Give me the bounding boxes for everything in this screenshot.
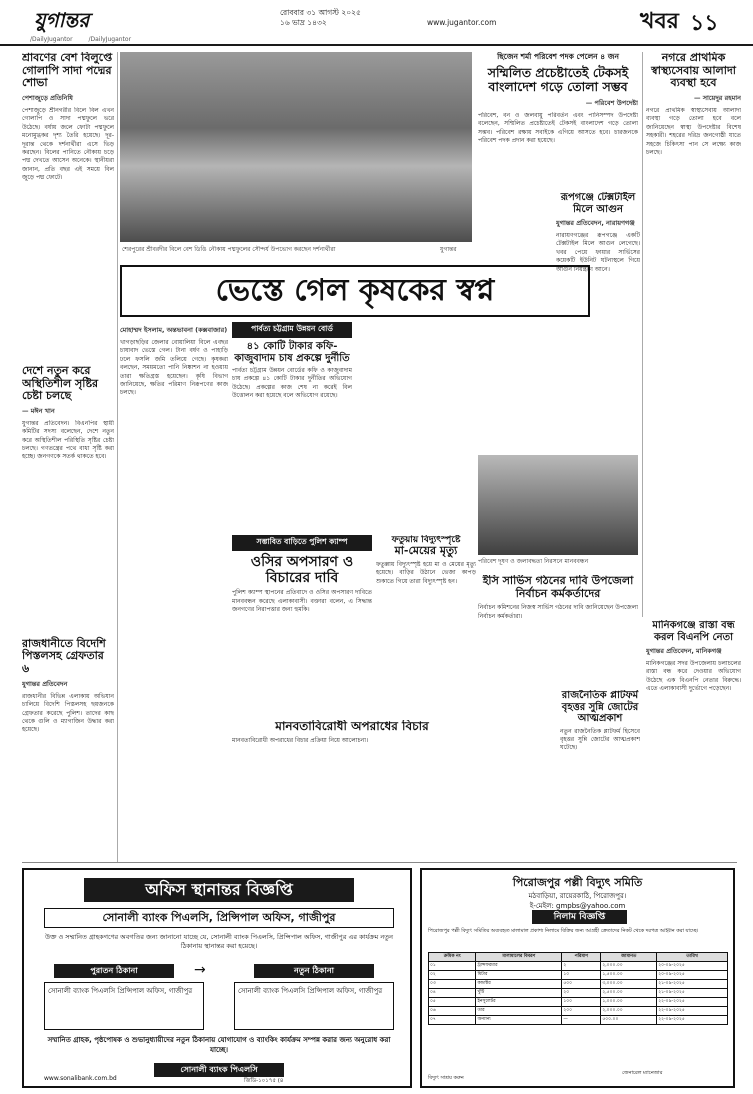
table-cell: ১০ — [562, 971, 601, 980]
table-cell: ২২-০৯-২০২৫ — [657, 1016, 728, 1025]
lead-article — [120, 322, 228, 527]
page-number: ১১ — [690, 10, 719, 36]
headline-environment: সম্মিলিত প্রচেষ্টাতেই টেকসই বাংলাদেশ গড়ে তোলা সম্ভব — [487, 65, 629, 95]
article-hr: মানবতাবিরোধী অপরাধের বিচার প্রক্রিয়া নিয়ে আলোচনা। — [232, 736, 369, 744]
electrocution-story — [376, 535, 476, 695]
lead-photo-credit: যুগান্তর — [440, 246, 457, 253]
new-address: সোনালী ব্যাংক পিএলসি প্রিন্সিপাল অফিস, গাজীপুর — [234, 982, 394, 1030]
tender-org: পিরোজপুর পল্লী বিদ্যুৎ সমিতি — [512, 876, 643, 889]
headline-lotus: শ্রাবণের বেশ বিলুপ্তে গোলাপি সাদা পদ্মের শোভা — [22, 52, 113, 90]
table-cell: ০৩ — [429, 980, 476, 989]
tender-intro: পিরোজপুর পল্লী বিদ্যুৎ সমিতির অব্যবহৃত মালামাল প্রকাশ্য নিলামে বিক্রির জন্য আগ্রহী ক্রেতাদের নিকট থেকে দরপত্র আহ্বান করা যাচ্ছে। — [428, 928, 699, 934]
table-row — [429, 989, 728, 998]
table-header: মালামালের বিবরণ — [476, 953, 562, 962]
article-platform: নতুন রাজনৈতিক প্লাটফর্ম হিসেবে বৃহত্তর সুন্নি জোটের আত্মপ্রকাশ ঘটেছে। — [560, 727, 640, 752]
headline-hr: মানবতাবিরোধী অপরাধের বিচার — [275, 720, 429, 733]
article-health: নগরে প্রাথমিক স্বাস্থ্যসেবায় আলাদা ব্যবস্থা গড়ে তোলা হবে বলে জানিয়েছেন স্বাস্থ্য উপদেষ্টার বিশেষ সহকারী। শহরের দরিদ্র জনগোষ্ঠী যাতে সহজে চিকিৎসা পান সে লক্ষ্যে কাজ চলছে। — [646, 106, 741, 156]
table-cell: ট্রান্সফরমার — [476, 962, 562, 971]
ad-code: জিডি-১০১৭৫ (৪ — [244, 1078, 284, 1084]
table-header: ক্রমিক নং — [429, 953, 476, 962]
table-cell: ১,৫০০.০০ — [601, 971, 657, 980]
ad-website[interactable]: www.sonalibank.com.bd — [44, 1075, 117, 1082]
table-cell: ২,০০০.০০ — [601, 1007, 657, 1016]
headline-fire: রূপগঞ্জে টেক্সটাইল মিলে আগুন — [560, 192, 636, 215]
ad-notice: সম্মানিত গ্রাহক, পৃষ্ঠপোষক ও শুভানুধ্যায়ীদের নতুন ঠিকানায় যোগাযোগ ও ব্যাংকিং কার্যক্রম সম্পন্ন করার জন্য অনুরোধ করা যাচ্ছে। — [47, 1036, 391, 1054]
ad-footer-bank: সোনালী ব্যাংক পিএলসি — [154, 1063, 284, 1077]
byline-environment: — পরিবেশ উপদেষ্টা — [585, 98, 638, 107]
facebook-handle[interactable]: /DailyJugantor — [30, 36, 73, 43]
date-block — [280, 8, 361, 28]
table-row — [429, 1007, 728, 1016]
old-address: সোনালী ব্যাংক পিএলসি প্রিন্সিপাল অফিস, গাজীপুর — [44, 982, 204, 1030]
x-handle[interactable]: /DailyJugantor — [88, 36, 132, 43]
table-cell: ২০-০৯-২০২৫ — [657, 971, 728, 980]
table-cell: — — [562, 1016, 601, 1025]
date-line-1: রোববার ৩১ আগস্ট ২০২৫ — [280, 8, 361, 17]
article-instability: যুগান্তর প্রতিবেদন। বিএনপির স্থায়ী কমিটির সদস্য বলেছেন, দেশে নতুন করে অস্থিতিশীল পরিস্থিতি সৃষ্টির চেষ্টা চলছে। গণতন্ত্রের পথে বাধা সৃষ্টি করা হচ্ছে। জনগণকে সতর্ক থাকতে হবে। — [22, 419, 114, 461]
ad-separator — [22, 862, 737, 863]
headline-manikganj: মানিকগঞ্জে রাস্তা বন্ধ করল বিএনপি নেতা — [652, 620, 735, 643]
table-header: পরিমাণ — [562, 953, 601, 962]
table-row — [429, 971, 728, 980]
tender-signature: জেনারেল ম্যানেজার — [622, 1070, 663, 1076]
article-police: পুলিশ ক্যাম্প স্থাপনের প্রতিবাদে ও ওসির অপসারণ দাবিতে মানববন্ধন করেছে এলাকাবাসী। বক্তারা বলেন, এ সিদ্ধান্ত জনগণের নিরাপত্তার জন্য হুমকি। — [232, 589, 372, 613]
table-row — [429, 962, 728, 971]
old-address-label: পুরাতন ঠিকানা — [54, 964, 174, 978]
tender-email: ই-মেইল: gmpbs@yahoo.com — [529, 902, 626, 910]
lead-photo-lotus-boat — [120, 52, 472, 242]
headline-electrocution: মা-মেয়ের মৃত্যু — [394, 544, 458, 558]
lead-photo-caption: শেরপুরের শ্রীবরদীর বিলে বেশ ডিঙি নৌকায় পদ্মফুলের সৌন্দর্য উপভোগ করছেন দর্শনার্থীরা — [122, 246, 336, 253]
platform-story — [560, 690, 640, 860]
rally-caption: পরিবেশ দূষণ ও জলাবদ্ধতা নিরসনে মানববন্ধন — [478, 558, 589, 565]
table-cell: ২২-০৯-২০২৫ — [657, 1007, 728, 1016]
newspaper-logo: যুগান্তর — [34, 8, 90, 32]
table-cell: ০২ — [429, 971, 476, 980]
table-cell: অন্যান্য — [476, 1016, 562, 1025]
table-cell: কন্ডাক্টর — [476, 980, 562, 989]
environment-top-line: ছিজেন শর্মা পরিবেশ পদক পেলেন ৪ জন — [497, 52, 619, 61]
rally-photo — [478, 455, 638, 555]
table-cell: ১,০০০.০০ — [601, 998, 657, 1007]
article-hill: পার্বত্য চট্টগ্রাম উন্নয়ন বোর্ডের কফি ও কাজুবাদাম চাষ প্রকল্পে ৪১ কোটি টাকার দুর্নীতির অভিযোগ উঠেছে। প্রকল্পের কাজ শেষ না করেই বিল উত্তোলন করা হয়েছে বলে অভিযোগ রয়েছে। — [232, 367, 352, 400]
table-cell: ২,০০০.০০ — [601, 962, 657, 971]
table-cell: ২০ — [562, 989, 601, 998]
auction-notice-ad — [420, 868, 735, 1088]
lead-headline: ভেস্তে গেল কৃষকের স্বপ্ন — [215, 272, 495, 308]
left-column — [22, 52, 114, 862]
ec-story — [478, 575, 638, 685]
police-story — [232, 535, 372, 635]
article-pistol: রাজধানীর বিভিন্ন এলাকায় অভিযান চালিয়ে বিদেশি পিস্তলসহ ছয়জনকে গ্রেফতার করেছে পুলিশ। তাদের কাছ থেকে গুলি ও ম্যাগাজিন উদ্ধার করা হয়েছে। — [22, 692, 114, 734]
police-kicker: সম্ভাবিত বাড়িতে পুলিশ ক্যাম্প — [232, 535, 372, 551]
headline-platform: রাজনৈতিক প্লাটফর্ম বৃহত্তর সুন্নি জোটের আত্মপ্রকাশ — [561, 690, 639, 724]
tender-slogan: বিদ্যুৎ সাশ্রয় করুন — [428, 1075, 464, 1081]
masthead — [0, 0, 753, 46]
social-handles — [30, 36, 145, 43]
ad-title: অফিস স্থানান্তর বিজ্ঞপ্তি — [84, 878, 354, 902]
headline-instability: দেশে নতুন করে অস্থিতিশীল সৃষ্টির চেষ্টা চলছে — [22, 363, 99, 403]
headline-health: নগরে প্রাথমিক স্বাস্থ্যসেবায় আলাদা ব্যবস্থা হবে — [651, 52, 736, 90]
table-row — [429, 980, 728, 989]
article-manikganj: মানিকগঞ্জের সদর উপজেলায় চলাচলের রাস্তা বন্ধ করে দেওয়ার অভিযোগ উঠেছে এক বিএনপি নেতার বিরুদ্ধে। এতে এলাকাবাসী দুর্ভোগে পড়েছেন। — [646, 660, 741, 693]
byline-lotus: পেশাজুড়ে প্রতিনিধি — [22, 93, 73, 102]
table-row — [429, 998, 728, 1007]
table-cell: মিটার — [476, 971, 562, 980]
table-cell: ২১-০৯-২০২৫ — [657, 989, 728, 998]
site-url[interactable]: www.jugantor.com — [427, 18, 497, 27]
table-cell: ০৬ — [429, 1007, 476, 1016]
table-cell: ০৭ — [429, 1016, 476, 1025]
table-cell: ৫০০ — [562, 980, 601, 989]
table-cell: ০৫ — [429, 998, 476, 1007]
fire-story — [556, 192, 640, 452]
table-cell: ইনসুলেটর — [476, 998, 562, 1007]
table-cell: ২০-০৯-২০২৫ — [657, 962, 728, 971]
table-cell: ২,৫০০.০০ — [601, 989, 657, 998]
article-lotus: পেশাজুড়ে শ্রীনগরীর বিলে বিল এখন গোলাপি ও সাদা পদ্মফুলে ভরে উঠেছে। বর্ষায় জলে ফোটা পদ্মফুলে মনোমুগ্ধকর দৃশ্য তৈরি হয়েছে। দূর-দূরান্ত থেকে দর্শনার্থীরা এসে ভিড় করছেন। বিলের পানিতে নৌকায় চড়ে পদ্ম দেখতে আসেন অনেকে। স্থানীয়রা জানান, প্রতি বছর এই সময়ে বিল জুড়ে পদ্ম ফোটে। — [22, 106, 114, 182]
byline-pistol: যুগান্তর প্রতিবেদন — [22, 679, 68, 688]
table-cell: ৩,০০০.০০ — [601, 980, 657, 989]
office-relocation-ad — [22, 868, 412, 1088]
table-header: জামানত — [601, 953, 657, 962]
ad-bank-name: সোনালী ব্যাংক পিএলসি, প্রিন্সিপাল অফিস, গাজীপুর — [44, 908, 394, 928]
table-row — [429, 1016, 728, 1025]
table-cell: খুঁটি — [476, 989, 562, 998]
byline-fire: যুগান্তর প্রতিবেদন, নারায়ণগঞ্জ — [556, 219, 635, 227]
article-environment: পরিবেশ, বন ও জলবায়ু পরিবর্তন এবং পানিসম্পদ উপদেষ্টা বলেছেন, সম্মিলিত প্রচেষ্টাতেই টেকসই বাংলাদেশ গড়ে তোলা সম্ভব। পরিবেশ রক্ষায় সবাইকে এগিয়ে আসতে হবে। চারজনকে পরিবেশ পদক প্রদান করা হয়েছে। — [478, 111, 638, 144]
arrow-right-icon: → — [194, 962, 206, 978]
headline-ec: ইসি সার্ভিস গঠনের দাবি উপজেলা নির্বাচন কর্মকর্তাদের — [482, 575, 634, 600]
headline-hill: ৪১ কোটি টাকার কফি-কাজুবাদাম চাষ প্রকল্পে দুর্নীতি — [234, 341, 350, 364]
headline-pistol: রাজধানীতে বিদেশি পিস্তলসহ গ্রেফতার ৬ — [22, 636, 106, 676]
date-line-2: ১৬ ভাদ্র ১৪৩২ — [280, 18, 327, 27]
hill-tracts-story — [232, 322, 352, 527]
article-ec: নির্বাচন কমিশনের নিজস্ব সার্ভিস গঠনের দাবি জানিয়েছেন উপজেলা নির্বাচন কর্মকর্তারা। — [478, 604, 638, 620]
table-cell: ১০০ — [562, 998, 601, 1007]
article-electrocution: ফতুল্লায় বিদ্যুৎস্পৃষ্ট হয়ে মা ও মেয়ের মৃত্যু হয়েছে। বাড়ির উঠানে ভেজা কাপড় শুকাতে গিয়ে তারা বিদ্যুৎস্পৃষ্ট হন। — [376, 560, 476, 585]
table-cell: ২০০ — [562, 1007, 601, 1016]
table-cell: ০৪ — [429, 989, 476, 998]
lead-headline-banner — [120, 265, 590, 317]
table-cell: তার — [476, 1007, 562, 1016]
new-address-label: নতুন ঠিকানা — [254, 964, 374, 978]
section-title: খবর — [640, 8, 679, 34]
tender-title: নিলাম বিজ্ঞপ্তি — [532, 910, 627, 924]
hr-story — [232, 720, 472, 860]
table-cell: ২১-০৯-২০২৫ — [657, 980, 728, 989]
manikganj-story — [646, 620, 741, 860]
byline-manikganj: যুগান্তর প্রতিবেদন, মানিকগঞ্জ — [646, 647, 722, 655]
table-header: তারিখ — [657, 953, 728, 962]
article-fire: নারায়ণগঞ্জের রূপগঞ্জে একটি টেক্সটাইল মিলে আগুন লেগেছে। খবর পেয়ে ফায়ার সার্ভিসের কয়েকটি ইউনিট ঘটনাস্থলে গিয়ে আগুন নিয়ন্ত্রণে আনে। — [556, 232, 640, 273]
table-cell: ০১ — [429, 962, 476, 971]
headline-police: ওসির অপসারণ ও বিচারের দাবি — [250, 554, 354, 587]
column-rule-right — [642, 52, 643, 617]
column-rule — [117, 52, 118, 862]
tender-address: মঠবাড়িয়া, রায়েরকাঠি, পিরোজপুর। — [528, 892, 627, 900]
table-cell: ৫০০.০০ — [601, 1016, 657, 1025]
byline-instability: — মঈন খান — [22, 406, 55, 415]
lead-byline: মোহাম্মদ ইসলাম, অন্তভাবনা (কক্সবাজার) — [120, 326, 228, 334]
table-cell: ২২-০৯-২০২৫ — [657, 998, 728, 1007]
lead-body: খাগড়াছড়ির জেলার বোয়ালিয়া বিলে এবছর চাষাবাদ ভেস্তে গেল। টানা বর্ষণ ও পাহাড়ি ঢলে ফসলি জমি তলিয়ে গেছে। কৃষকরা বলছেন, সময়মতো পানি নিষ্কাশন না হওয়ায় তারা ক্ষতিগ্রস্ত হয়েছেন। কৃষি বিভাগ জানিয়েছে, ক্ষতির পরিমাণ নিরূপণের কাজ চলছে। — [120, 339, 228, 397]
tender-table — [428, 952, 728, 1025]
table-cell: ২ — [562, 962, 601, 971]
health-story — [646, 52, 741, 617]
kicker-electrocution: ফতুয়ায় বিদ্যুৎস্পৃষ্টে — [391, 535, 461, 545]
ad-description: উক্ত ও সম্মানিত গ্রাহকগণের অবগতির জন্য জানানো যাচ্ছে যে, সোনালী ব্যাংক পিএলসি, প্রিন্সিপাল অফিস, গাজীপুর এর কার্যক্রম নতুন ঠিকানায় স্থানান্তর করা হয়েছে। — [45, 933, 393, 950]
hill-kicker: পার্বত্য চট্টগ্রাম উন্নয়ন বোর্ড — [232, 322, 352, 338]
byline-health: — সায়েদুর রহমান — [693, 93, 741, 102]
